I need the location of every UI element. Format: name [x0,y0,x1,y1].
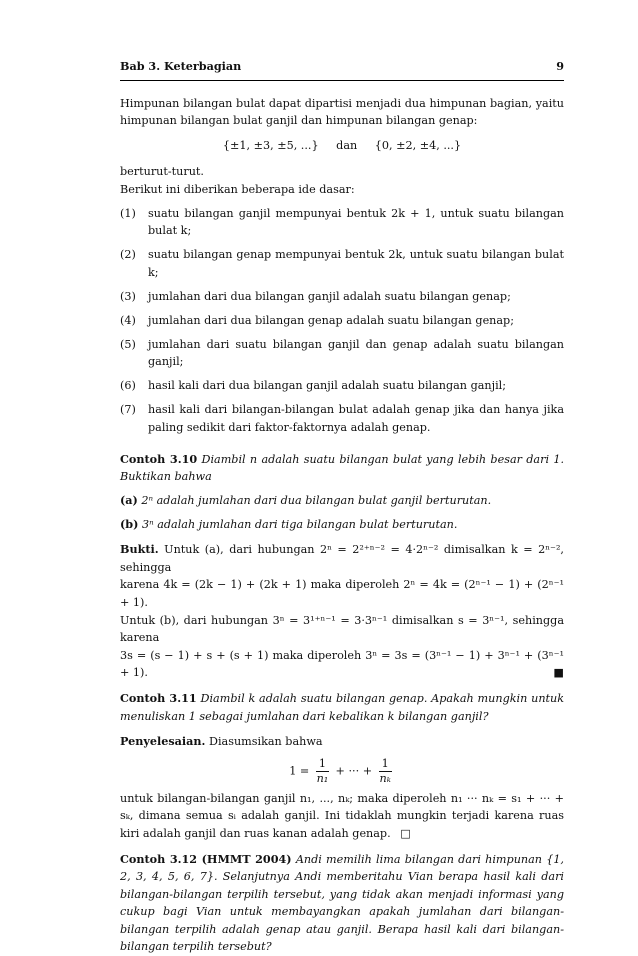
list-item-text: suatu bilangan genap mempunyai bentuk 2k, untuk suatu bilangan bulat k; [148,248,564,279]
list-item-number: (3) [120,289,136,303]
intro-continuation: berturut-turut. [120,165,204,179]
fraction-1-numerator: 1 [316,757,329,772]
example-part-b [120,516,564,534]
list-item-text: suatu bilangan ganjil mempunyai bentuk 2k + 1, untuk suatu bilangan bulat k; [148,206,564,238]
eq-lhs: 1 = [289,764,310,778]
list-item-number: (1) [120,206,136,220]
chapter-title: Bab 3. Keterbagian [120,59,242,73]
proof-label: Bukti. [120,542,159,557]
list-item-number: (6) [120,379,136,393]
example-part-a [120,492,564,510]
reciprocal-equation [120,757,564,786]
solution-text [120,790,564,843]
list-item [120,401,564,436]
list-item-number: (4) [120,313,136,327]
qed-filled-icon: ■ [553,666,564,680]
list-item-text: jumlahan dari dua bilangan ganjil adalah suatu bilangan genap; [148,289,511,303]
eq-mid: + ··· + [335,764,373,778]
list-item [120,312,564,330]
fraction-2 [379,757,392,786]
example-label: Contoh 3.12 (HMMT 2004) [120,851,292,866]
proof-text-4: 3s = (s − 1) + s + (s + 1) maka diperoleh 3ⁿ = 3s = (3ⁿ⁻¹ − 1) + 3ⁿ⁻¹ + (3ⁿ⁻¹ + 1). [120,648,564,680]
example-3-10 [120,451,564,486]
intro-paragraph: Himpunan bilangan bulat dapat dipartisi menjadi dua himpunan bagian, yaitu himpunan bilangan bulat ganjil dan himpunan bilangan genap: [120,96,564,128]
list-item [120,246,564,281]
list-item-text: jumlahan dari dua bilangan genap adalah suatu bilangan genap; [148,313,514,327]
solution-intro-text: Diasumsikan bahwa [209,735,323,749]
fraction-1-denominator: n₁ [316,771,329,785]
list-item-number: (2) [120,248,136,262]
qed-hollow-icon: □ [400,826,411,840]
part-a-label: (a) [120,493,138,508]
list-item-number: (7) [120,403,136,417]
proof-line-4 [120,647,564,682]
proof-line-3: Untuk (b), dari hubungan 3ⁿ = 3¹⁺ⁿ⁻¹ = 3·3ⁿ⁻¹ dimisalkan s = 3ⁿ⁻¹, sehingga karena [120,613,564,645]
proof-text-1: Untuk (a), dari hubungan 2ⁿ = 2²⁺ⁿ⁻² = 4·2ⁿ⁻² dimisalkan k = 2ⁿ⁻², sehingga [120,543,564,574]
example-text: Diambil n adalah suatu bilangan bulat yang lebih besar dari 1. Buktikan bahwa [120,452,565,484]
fraction-2-denominator: nₖ [379,771,391,785]
proof-line-1 [120,541,564,576]
part-b-label: (b) [120,516,139,531]
running-header [120,58,564,81]
part-a-text: 2ⁿ adalah jumlahan dari dua bilangan bulat ganjil berturutan. [141,494,492,508]
solution-label: Penyelesaian. [120,734,206,749]
proof-line-2: karena 4k = (2k − 1) + (2k + 1) maka diperoleh 2ⁿ = 4k = (2ⁿ⁻¹ − 1) + (2ⁿ⁻¹ + 1). [120,578,564,609]
list-item-text: hasil kali dari dua bilangan ganjil adalah suatu bilangan ganjil; [148,379,506,393]
sets-and: dan [336,138,358,152]
idea-list [120,205,564,437]
odd-set: {±1, ±3, ±5, ...} [222,138,319,152]
sets-display [120,137,564,155]
example-label: Contoh 3.11 [120,690,197,705]
list-item-text: jumlahan dari suatu bilangan ganjil dan genap adalah suatu bilangan ganjil; [148,337,564,369]
example-label: Contoh 3.10 [120,451,198,466]
even-set: {0, ±2, ±4, ...} [374,138,462,152]
example-text: Diambil k adalah suatu bilangan genap. Apakah mungkin untuk menuliskan 1 sebagai jumlahan dari kebalikan k bilangan ganjil? [120,691,565,723]
part-b-text: 3ⁿ adalah jumlahan dari tiga bilangan bulat berturutan. [141,517,458,531]
example-text: Andi memilih lima bilangan dari himpunan {1, 2, 3, 4, 5, 6, 7}. Selanjutnya Andi memberitahu Vian berapa hasil kali dari bilangan-bilangan terpilih tersebut, yang tidak akan menjadi informasi yang cukup bagi Vian untuk membayangkan apakah jumlahan dari bilangan-bilangan terpilih adalah genap atau ganjil. Berapa hasil kali dari bilangan-bilangan terpilih tersebut? [120,852,564,954]
page-number: 9 [556,59,564,73]
list-item-number: (5) [120,337,136,351]
list-item [120,288,564,306]
example-3-11 [120,690,564,725]
example-3-12 [120,851,564,956]
intro-lead: Berikut ini diberikan beberapa ide dasar: [120,182,355,196]
list-item-text: hasil kali dari bilangan-bilangan bulat adalah genap jika dan hanya jika paling sedikit dari faktor-faktornya adalah genap. [148,403,564,434]
list-item [120,377,564,395]
solution-body: untuk bilangan-bilangan ganjil n₁, ..., nₖ; maka diperoleh n₁ ··· nₖ = s₁ + ··· + sₖ, dimana semua sᵢ adalah ganjil. Ini tidaklah mungkin terjadi karena ruas kiri adalah ganjil dan ruas kanan adalah genap. [120,791,564,840]
page-body [120,58,564,956]
list-item [120,336,564,371]
list-item [120,205,564,240]
fraction-1 [316,757,329,786]
fraction-2-numerator: 1 [379,757,392,772]
solution-intro [120,733,564,751]
